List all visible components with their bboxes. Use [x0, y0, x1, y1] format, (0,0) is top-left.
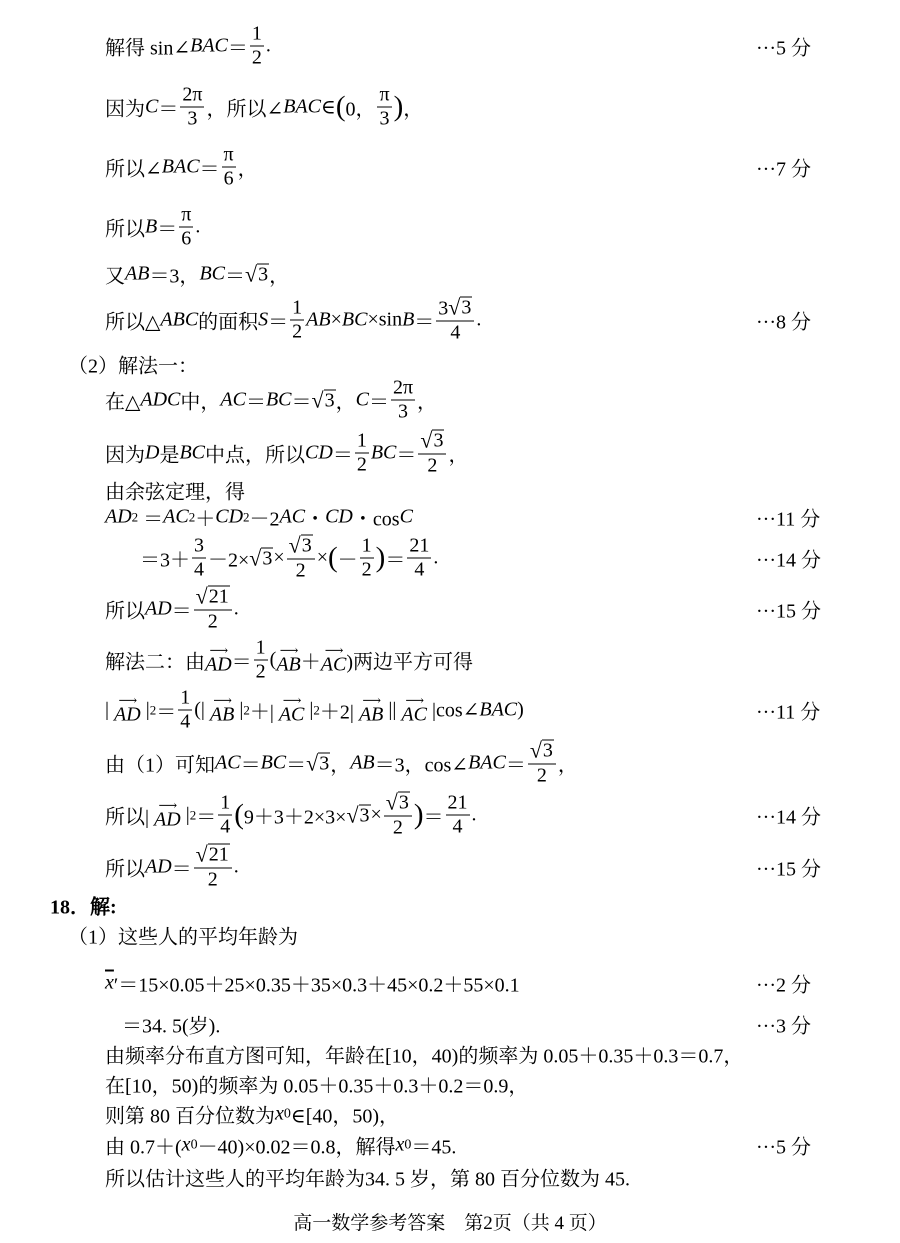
score-mark: ···3 分: [756, 1015, 811, 1038]
score-mark: ···11 分: [756, 508, 821, 531]
score-mark: ···15 分: [756, 858, 821, 881]
score-mark: ···14 分: [756, 549, 821, 572]
score-mark: ···8 分: [756, 311, 811, 334]
page-footer: 高一数学参考答案 第2页（共 4 页）: [293, 1213, 607, 1234]
score-mark: ···7 分: [756, 158, 811, 181]
score-mark: ···2 分: [756, 974, 811, 997]
score-mark: ···11 分: [756, 701, 821, 724]
score-mark: ···5 分: [756, 37, 811, 60]
score-mark: ···15 分: [756, 600, 821, 623]
score-mark: ···14 分: [756, 806, 821, 829]
score-mark: ···5 分: [756, 1136, 811, 1159]
